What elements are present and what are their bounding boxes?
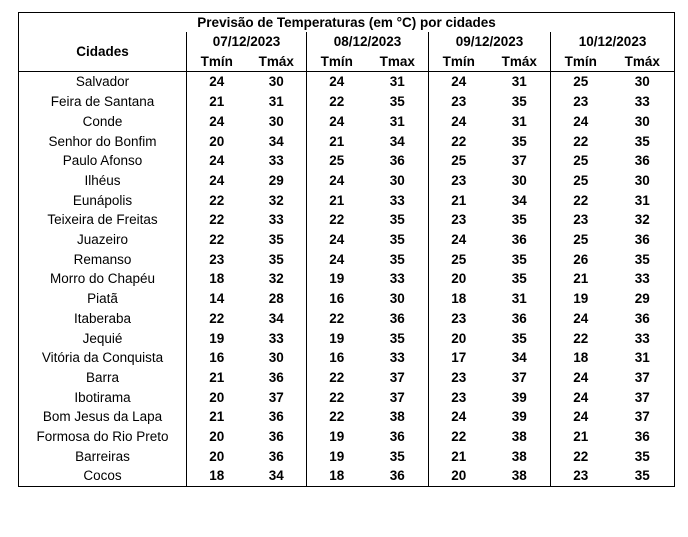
tmin-value: 24: [451, 113, 467, 129]
tmin-value: 19: [329, 271, 345, 287]
tmin-value: 22: [451, 429, 467, 445]
table-row: [19, 289, 675, 309]
tmax-value: 31: [611, 191, 675, 211]
tmin-header: Tmín: [307, 52, 367, 72]
date-header: 08/12/2023: [307, 32, 429, 52]
tmax-value: 35: [611, 132, 675, 152]
tmin-value: 21: [451, 448, 467, 464]
tmax-value: 33: [247, 210, 307, 230]
tmax-value: 30: [367, 171, 429, 191]
city-name: Barreiras: [19, 447, 187, 467]
table-row: [19, 407, 675, 427]
tmax-header: Tmáx: [247, 52, 307, 72]
tmax-value: 33: [611, 329, 675, 349]
tmin-value: 20: [429, 466, 489, 486]
tmin-value: 23: [551, 466, 611, 486]
tmin-value: 26: [573, 251, 589, 267]
tmin-value: 23: [451, 369, 467, 385]
tmin-value: 21: [573, 271, 589, 287]
tmin-value: 22: [329, 310, 345, 326]
tmax-value: 34: [367, 132, 429, 152]
tmax-value: 35: [367, 250, 429, 270]
tmin-value: 22: [209, 192, 225, 208]
tmin-value: 25: [573, 153, 589, 169]
tmax-value: 37: [367, 388, 429, 408]
tmax-value: 30: [611, 112, 675, 132]
tmax-value: 30: [367, 289, 429, 309]
tmin-value: 25: [573, 232, 589, 248]
tmax-value: 35: [611, 250, 675, 270]
tmin-value: 18: [187, 466, 247, 486]
tmin-value: 24: [329, 251, 345, 267]
tmax-value: 32: [611, 210, 675, 230]
tmin-header: Tmín: [187, 52, 247, 72]
tmin-value: 22: [209, 212, 225, 228]
tmax-value: 34: [489, 191, 551, 211]
tmin-value: 16: [329, 350, 345, 366]
table-row: [19, 368, 675, 388]
tmin-header: Tmín: [429, 52, 489, 72]
tmin-value: 20: [451, 330, 467, 346]
tmin-value: 24: [573, 113, 589, 129]
tmin-value: 18: [573, 350, 589, 366]
tmax-value: 36: [611, 151, 675, 171]
tmax-value: 31: [367, 72, 429, 92]
tmin-value: 22: [329, 94, 345, 110]
city-name: Remanso: [19, 250, 187, 270]
table-row: [19, 466, 675, 486]
city-name: Formosa do Rio Preto: [19, 427, 187, 447]
tmin-value: 17: [451, 350, 467, 366]
tmax-value: 38: [489, 447, 551, 467]
tmax-value: 35: [489, 92, 551, 112]
tmax-value: 34: [247, 309, 307, 329]
tmin-value: 25: [451, 153, 467, 169]
tmin-value: 23: [573, 212, 589, 228]
tmax-value: 31: [489, 289, 551, 309]
tmin-value: 22: [451, 133, 467, 149]
tmin-value: 22: [573, 133, 589, 149]
city-name: Ilhéus: [19, 171, 187, 191]
tmax-value: 33: [247, 151, 307, 171]
table-row: [19, 210, 675, 230]
tmax-header: Tmáx: [611, 52, 675, 72]
tmax-value: 36: [611, 427, 675, 447]
tmin-value: 24: [209, 153, 225, 169]
city-name: Vitória da Conquista: [19, 348, 187, 368]
tmin-value: 24: [573, 310, 589, 326]
tmin-value: 24: [573, 389, 589, 405]
city-name: Feira de Santana: [19, 92, 187, 112]
table-row: [19, 309, 675, 329]
tmin-value: 23: [451, 172, 467, 188]
tmin-value: 20: [209, 448, 225, 464]
city-name: Senhor do Bonfim: [19, 132, 187, 152]
tmax-value: 36: [367, 151, 429, 171]
tmax-value: 35: [247, 250, 307, 270]
city-name: Conde: [19, 112, 187, 132]
tmax-value: 38: [367, 407, 429, 427]
tmin-value: 22: [329, 212, 345, 228]
tmin-value: 21: [209, 369, 225, 385]
tmax-value: 30: [611, 171, 675, 191]
tmin-value: 20: [451, 271, 467, 287]
tmax-value: 31: [247, 92, 307, 112]
tmin-value: 22: [573, 330, 589, 346]
table-row: [19, 72, 675, 92]
tmin-value: 22: [329, 409, 345, 425]
tmax-value: 35: [367, 230, 429, 250]
tmax-value: 30: [611, 72, 675, 92]
table-row: [19, 151, 675, 171]
date-header: 10/12/2023: [551, 32, 675, 52]
tmax-value: 38: [489, 466, 551, 486]
tmin-value: 24: [573, 409, 589, 425]
tmin-value: 24: [573, 369, 589, 385]
tmax-value: 30: [489, 171, 551, 191]
table-row: [19, 230, 675, 250]
table-body: [19, 72, 675, 487]
tmin-value: 19: [329, 448, 345, 464]
tmax-value: 32: [247, 191, 307, 211]
tmax-value: 35: [489, 210, 551, 230]
tmin-value: 25: [573, 74, 589, 90]
tmin-value: 21: [209, 94, 225, 110]
tmax-value: 33: [367, 348, 429, 368]
tmin-value: 21: [451, 192, 467, 208]
table-row: [19, 171, 675, 191]
tmax-value: 35: [489, 132, 551, 152]
tmax-value: 37: [247, 388, 307, 408]
city-name: Salvador: [19, 72, 187, 92]
tmin-value: 18: [307, 466, 367, 486]
table-row: [19, 191, 675, 211]
tmin-value: 21: [329, 192, 345, 208]
tmin-value: 23: [209, 251, 225, 267]
tmin-value: 20: [209, 429, 225, 445]
city-name: Morro do Chapéu: [19, 269, 187, 289]
tmax-value: 33: [611, 92, 675, 112]
table-row: [19, 329, 675, 349]
tmax-value: 37: [611, 368, 675, 388]
tmax-value: 35: [611, 466, 675, 486]
tmin-value: 24: [329, 172, 345, 188]
tmin-value: 24: [451, 74, 467, 90]
tmax-value: 29: [611, 289, 675, 309]
tmin-value: 21: [209, 409, 225, 425]
tmax-value: 33: [611, 269, 675, 289]
tmax-value: 37: [367, 368, 429, 388]
tmin-value: 22: [573, 192, 589, 208]
tmax-value: 34: [247, 466, 307, 486]
tmax-header: Tmax: [367, 52, 429, 72]
tmin-value: 23: [451, 212, 467, 228]
tmax-value: 31: [489, 72, 551, 92]
tmin-value: 19: [209, 330, 225, 346]
tmax-value: 35: [489, 269, 551, 289]
tmax-value: 33: [247, 329, 307, 349]
city-name: Eunápolis: [19, 191, 187, 211]
tmin-value: 22: [209, 310, 225, 326]
tmax-value: 37: [489, 368, 551, 388]
tmax-value: 36: [489, 309, 551, 329]
tmax-value: 35: [367, 329, 429, 349]
tmin-value: 22: [329, 389, 345, 405]
date-header: 07/12/2023: [187, 32, 307, 52]
cities-column-header: Cidades: [19, 32, 187, 72]
tmin-value: 24: [451, 232, 467, 248]
tmax-value: 31: [489, 112, 551, 132]
tmax-value: 36: [489, 230, 551, 250]
tmax-value: 35: [367, 92, 429, 112]
tmax-header: Tmáx: [489, 52, 551, 72]
city-name: Teixeira de Freitas: [19, 210, 187, 230]
tmax-value: 36: [367, 427, 429, 447]
tmin-value: 18: [209, 271, 225, 287]
temperature-forecast-table: [18, 12, 675, 487]
tmin-value: 22: [209, 232, 225, 248]
table-title: Previsão de Temperaturas (em °C) por cidades: [19, 13, 675, 33]
table-row: [19, 92, 675, 112]
tmax-value: 36: [247, 427, 307, 447]
tmin-value: 20: [209, 389, 225, 405]
city-name: Itaberaba: [19, 309, 187, 329]
tmin-header: Tmín: [551, 52, 611, 72]
tmin-value: 24: [209, 113, 225, 129]
tmin-value: 23: [451, 389, 467, 405]
tmax-value: 30: [247, 348, 307, 368]
tmax-value: 38: [489, 427, 551, 447]
tmax-value: 30: [247, 112, 307, 132]
tmin-value: 19: [329, 429, 345, 445]
tmin-value: 23: [451, 94, 467, 110]
tmax-value: 36: [247, 447, 307, 467]
city-name: Jequié: [19, 329, 187, 349]
tmin-value: 24: [329, 232, 345, 248]
tmin-value: 25: [573, 172, 589, 188]
tmax-value: 36: [367, 309, 429, 329]
table-row: [19, 388, 675, 408]
tmax-value: 32: [247, 269, 307, 289]
tmax-value: 35: [489, 250, 551, 270]
tmax-value: 36: [611, 230, 675, 250]
tmax-value: 34: [247, 132, 307, 152]
tmax-value: 31: [367, 112, 429, 132]
tmin-value: 21: [329, 133, 345, 149]
tmax-value: 37: [611, 388, 675, 408]
tmax-value: 39: [489, 407, 551, 427]
tmin-value: 24: [329, 74, 345, 90]
tmin-value: 14: [209, 291, 225, 307]
tmin-value: 24: [209, 74, 225, 90]
tmin-value: 21: [573, 429, 589, 445]
tmin-value: 22: [329, 369, 345, 385]
table-row: [19, 269, 675, 289]
tmax-value: 33: [367, 191, 429, 211]
tmin-value: 23: [573, 94, 589, 110]
table-row: [19, 250, 675, 270]
city-name: Paulo Afonso: [19, 151, 187, 171]
tmax-value: 31: [611, 348, 675, 368]
city-name: Juazeiro: [19, 230, 187, 250]
tmax-value: 35: [367, 210, 429, 230]
tmax-value: 36: [611, 309, 675, 329]
table-row: [19, 112, 675, 132]
city-name: Cocos: [19, 466, 187, 486]
city-name: Barra: [19, 368, 187, 388]
city-name: Ibotirama: [19, 388, 187, 408]
table-row: [19, 447, 675, 467]
tmax-value: 36: [367, 466, 429, 486]
tmin-value: 20: [209, 133, 225, 149]
tmax-value: 29: [247, 171, 307, 191]
tmax-value: 35: [611, 447, 675, 467]
date-header: 09/12/2023: [429, 32, 551, 52]
tmin-value: 24: [451, 409, 467, 425]
tmin-value: 16: [209, 350, 225, 366]
tmin-value: 23: [451, 310, 467, 326]
city-name: Bom Jesus da Lapa: [19, 407, 187, 427]
tmax-value: 37: [489, 151, 551, 171]
tmax-value: 39: [489, 388, 551, 408]
tmax-value: 36: [247, 407, 307, 427]
tmax-value: 34: [489, 348, 551, 368]
tmin-value: 19: [573, 291, 589, 307]
tmin-value: 25: [451, 251, 467, 267]
tmax-value: 33: [367, 269, 429, 289]
tmin-value: 16: [329, 291, 345, 307]
tmin-value: 25: [329, 153, 345, 169]
tmax-value: 30: [247, 72, 307, 92]
tmax-value: 28: [247, 289, 307, 309]
tmax-value: 35: [489, 329, 551, 349]
tmin-value: 19: [329, 330, 345, 346]
table-row: [19, 132, 675, 152]
tmin-value: 22: [573, 448, 589, 464]
tmin-value: 18: [451, 291, 467, 307]
tmax-value: 36: [247, 368, 307, 388]
tmin-value: 24: [209, 172, 225, 188]
tmax-value: 35: [367, 447, 429, 467]
city-name: Piatã: [19, 289, 187, 309]
table-row: [19, 427, 675, 447]
table-row: [19, 348, 675, 368]
tmax-value: 37: [611, 407, 675, 427]
tmax-value: 35: [247, 230, 307, 250]
tmin-value: 24: [329, 113, 345, 129]
